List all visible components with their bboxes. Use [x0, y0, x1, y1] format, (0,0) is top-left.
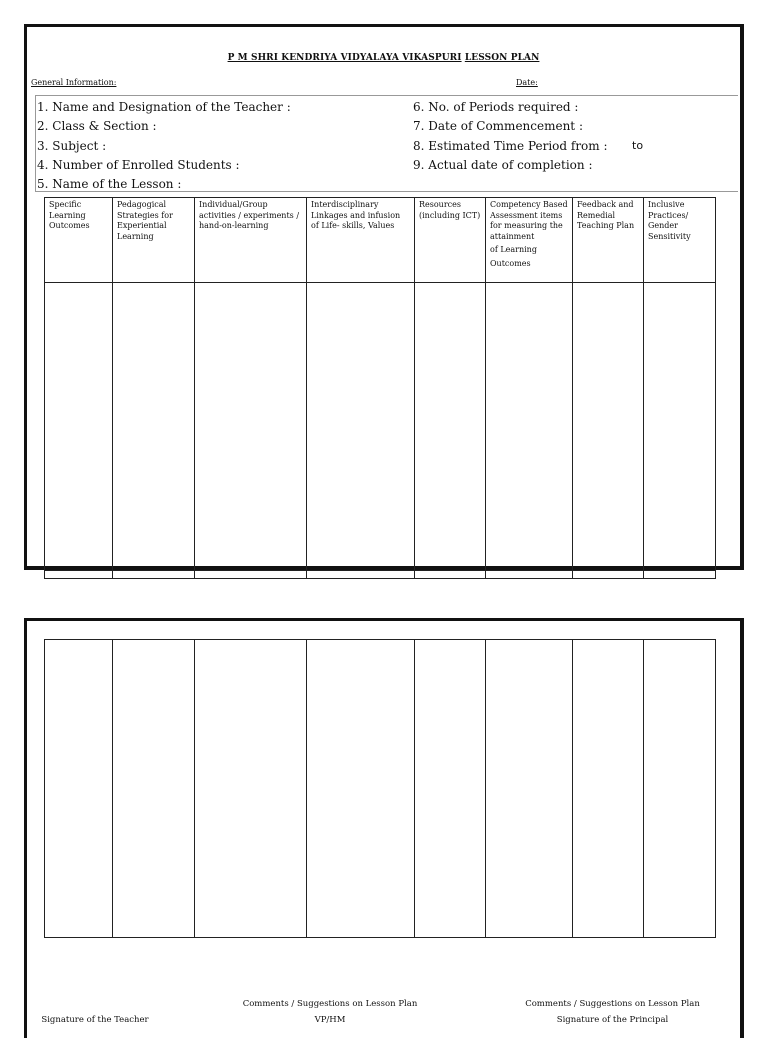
- info-enrolled-students: 4. Number of Enrolled Students :: [37, 158, 240, 172]
- lesson-plan-table: [44, 197, 716, 579]
- info-teacher: 1. Name and Designation of the Teacher :: [37, 100, 291, 114]
- info-commencement: 7. Date of Commencement :: [413, 119, 583, 133]
- school-name: P M SHRI KENDRIYA VIDYALAYA VIKASPURI: [227, 53, 462, 63]
- header-feedback: Feedback and Remedial Teaching Plan: [573, 198, 644, 283]
- vp-comments-label: Comments / Suggestions on Lesson Plan: [242, 999, 418, 1009]
- table-header-row: [45, 198, 716, 283]
- principal-comments-label: Comments / Suggestions on Lesson Plan: [525, 999, 700, 1009]
- table-row: [45, 283, 716, 571]
- teacher-signature-label: Signature of the Teacher: [41, 1015, 149, 1025]
- page-title: [27, 53, 740, 63]
- header-inclusive: Inclusive Practices/ Gender Sensitivity: [644, 198, 716, 283]
- vp-role-label: VP/HM: [314, 1015, 346, 1025]
- header-pedagogical-strategies: Pedagogical Strategies for Experiential Learning: [113, 198, 195, 283]
- date-label: Date:: [516, 78, 538, 87]
- principal-signature-label: Signature of the Principal: [556, 1015, 669, 1025]
- info-time-period: 8. Estimated Time Period from :: [413, 139, 608, 153]
- table-row: [45, 640, 716, 938]
- header-interdisciplinary: Interdisciplinary Linkages and infusion of Life- skills, Values: [307, 198, 415, 283]
- info-completion: 9. Actual date of completion :: [413, 158, 593, 172]
- document-type: LESSON PLAN: [464, 53, 540, 63]
- info-subject: 3. Subject :: [37, 139, 107, 153]
- info-class-section: 2. Class & Section :: [37, 119, 157, 133]
- info-lesson-name: 5. Name of the Lesson :: [37, 177, 182, 191]
- header-activities: Individual/Group activities / experiments / hand-on-learning: [195, 198, 307, 283]
- general-information-label: General Information:: [31, 78, 117, 87]
- to-label: to: [632, 139, 644, 152]
- header-resources: Resources (including ICT): [415, 198, 486, 283]
- info-periods: 6. No. of Periods required :: [413, 100, 579, 114]
- header-learning-outcomes: Specific Learning Outcomes: [45, 198, 113, 283]
- table-row: [45, 571, 716, 579]
- header-assessment: Competency Based Assessment items for measuring the attainment of Learning Outcomes: [486, 198, 573, 283]
- continuation-table: [44, 639, 716, 938]
